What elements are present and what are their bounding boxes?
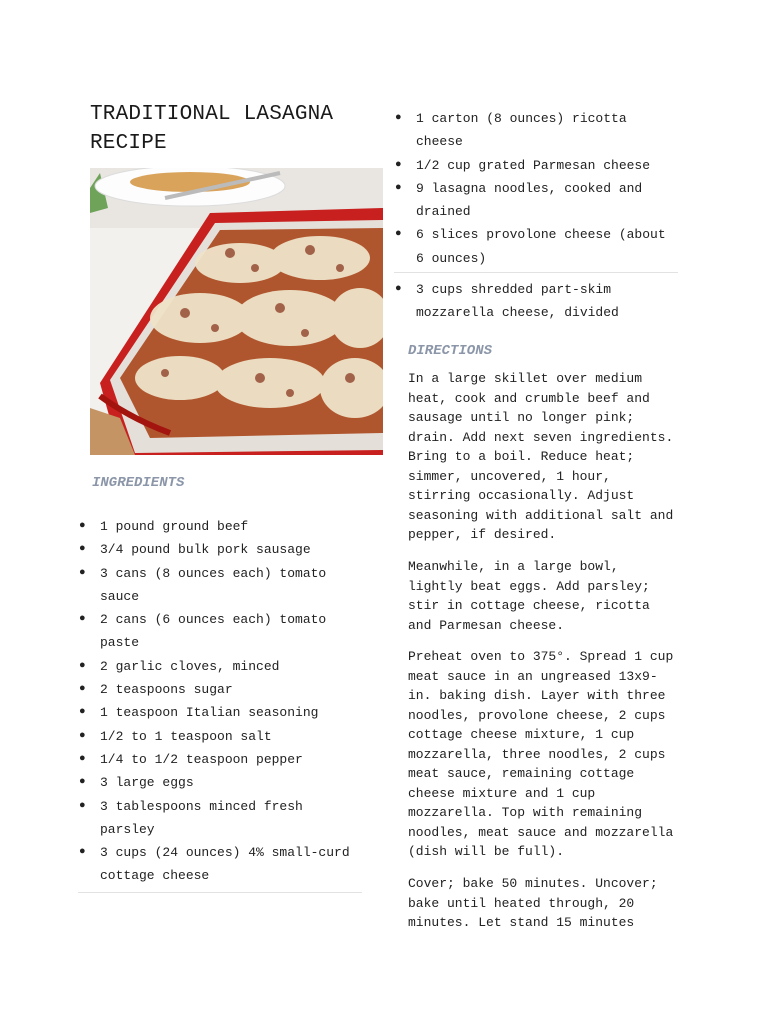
list-item: ● 3 cups (24 ounces) 4% small-curd cottage cheese <box>79 845 350 884</box>
lasagna-photo <box>90 168 383 455</box>
direction-step-2: Meanwhile, in a large bowl, lightly beat eggs. Add parsley; stir in cottage cheese, ricotta and Parmesan cheese. <box>408 559 650 633</box>
list-item: ● 9 lasagna noodles, cooked and drained <box>395 180 643 220</box>
directions-heading: DIRECTIONS <box>408 343 493 359</box>
list-item: ● 1/4 to 1/2 teaspoon pepper <box>79 751 303 767</box>
direction-step-4: Cover; bake 50 minutes. Uncover; bake until heated through, 20 minutes. Let stand 15 minutes <box>408 876 658 930</box>
column-divider <box>78 892 362 893</box>
ingredients-list <box>79 515 362 888</box>
list-item: ● 1 carton (8 ounces) ricotta cheese <box>395 111 627 150</box>
list-item: ● 3 cans (8 ounces each) tomato sauce <box>79 565 327 604</box>
recipe-title: TRADITIONAL LASAGNA RECIPE <box>90 103 334 155</box>
list-item: ● 3 large eggs <box>79 775 194 791</box>
list-item: ● 3/4 pound bulk pork sausage <box>79 542 311 558</box>
list-item: ● 1/2 cup grated Parmesan cheese <box>395 157 651 173</box>
ingredients-list-last <box>395 278 678 325</box>
list-item: ● 3 cups shredded part-skim mozzarella cheese, divided <box>395 282 619 321</box>
list-item: ● 2 cans (6 ounces each) tomato paste <box>79 612 327 651</box>
direction-step-1: In a large skillet over medium heat, cook and crumble beef and sausage until no longer pink; drain. Add next seven ingredients. Bring to a boil. Reduce heat; simmer, uncovered, 1 hour, stirring occasionally. Adjust seasoning with additional salt and pepper, if desired. <box>408 371 674 542</box>
list-item: ● 1/2 to 1 teaspoon salt <box>79 728 272 744</box>
list-item: ● 1 teaspoon Italian seasoning <box>79 705 319 721</box>
list-item: ● 2 teaspoons sugar <box>79 682 233 698</box>
list-item: ● 1 pound ground beef <box>79 519 249 534</box>
list-item: ● 2 garlic cloves, minced <box>79 658 280 674</box>
list-item: ● 6 slices provolone cheese (about 6 ounces) <box>395 227 666 266</box>
list-item: ● 3 tablespoons minced fresh parsley <box>79 798 303 837</box>
ingredients-heading: INGREDIENTS <box>92 475 185 491</box>
ingredients-list-continued <box>395 107 678 270</box>
column-divider <box>394 272 678 273</box>
direction-step-3: Preheat oven to 375°. Spread 1 cup meat sauce in an ungreased 13x9-in. baking dish. Layer with three noodles, provolone cheese, 2 cups cottage cheese mixture, 1 cup mozzarella, three noodles, 2 cups meat sauce, remaining cottage cheese mixture and 1 cup mozzarella. Top with remaining noodles, meat sauce and mozzarella (dish will be full). <box>408 649 674 859</box>
